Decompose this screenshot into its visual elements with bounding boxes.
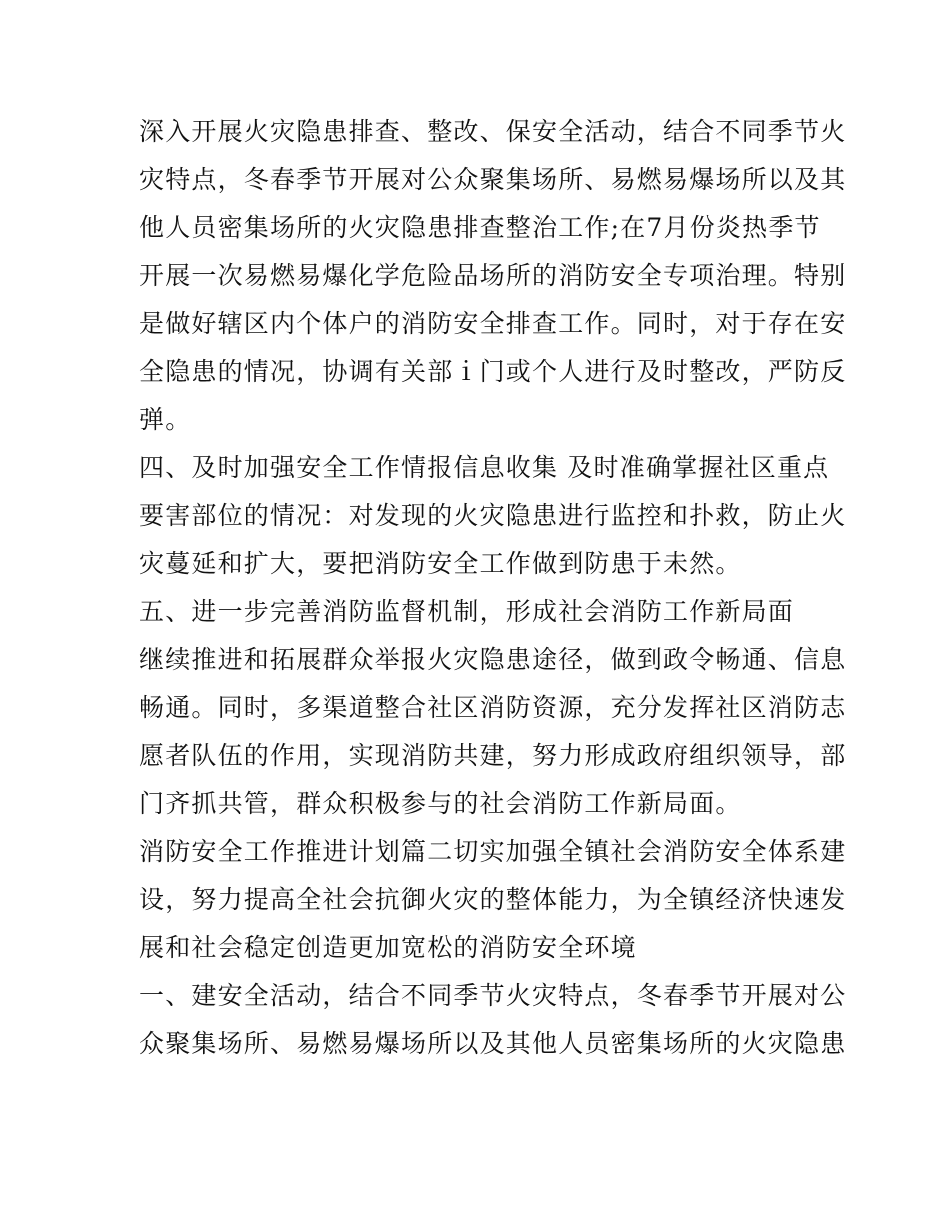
text-line: 灾蔓延和扩大，要把消防安全工作做到防患于未然。 xyxy=(139,549,742,578)
text-line: 弹。 xyxy=(139,405,192,434)
text-line: 众聚集场所、易燃易爆场所以及其他人员密集场所的火灾隐患 xyxy=(139,1029,847,1058)
text-line: 全隐患的情况，协调有关部ｉ门或个人进行及时整改，严防反 xyxy=(139,357,847,386)
text-line: 设，努力提高全社会抗御火灾的整体能力，为全镇经济快速发 xyxy=(139,885,847,914)
text-line: 他人员密集场所的火灾隐患排查整治工作;在7月份炎热季节 xyxy=(139,213,821,242)
text-line: 消防安全工作推进计划篇二切实加强全镇社会消防安全体系建 xyxy=(139,837,847,866)
text-line: 继续推进和拓展群众举报火灾隐患途径，做到政令畅通、信息 xyxy=(139,645,847,674)
text-line: 是做好辖区内个体户的消防安全排查工作。同时，对于存在安 xyxy=(139,309,847,338)
text-line: 深入开展火灾隐患排查、整改、保安全活动，结合不同季节火 xyxy=(139,117,847,146)
text-line: 愿者队伍的作用，实现消防共建，努力形成政府组织领导，部 xyxy=(139,741,847,770)
text-line: 灾特点，冬春季节开展对公众聚集场所、易燃易爆场所以及其 xyxy=(139,165,847,194)
text-line: 开展一次易燃易爆化学危险品场所的消防安全专项治理。特别 xyxy=(139,261,847,290)
section-heading-one: 一、建安全活动，结合不同季节火灾特点，冬春季节开展对公 xyxy=(139,981,847,1010)
text-line: 要害部位的情况：对发现的火灾隐患进行监控和扑救，防止火 xyxy=(139,501,847,530)
section-heading-four: 四、及时加强安全工作情报信息收集 及时准确掌握社区重点 xyxy=(139,453,830,482)
text-line: 门齐抓共管，群众积极参与的社会消防工作新局面。 xyxy=(139,789,742,818)
document-body xyxy=(139,108,847,1068)
section-heading-five: 五、进一步完善消防监督机制，形成社会消防工作新局面 xyxy=(139,597,795,626)
text-line: 畅通。同时，多渠道整合社区消防资源，充分发挥社区消防志 xyxy=(139,693,847,722)
text-line: 展和社会稳定创造更加宽松的消防安全环境 xyxy=(139,933,637,962)
